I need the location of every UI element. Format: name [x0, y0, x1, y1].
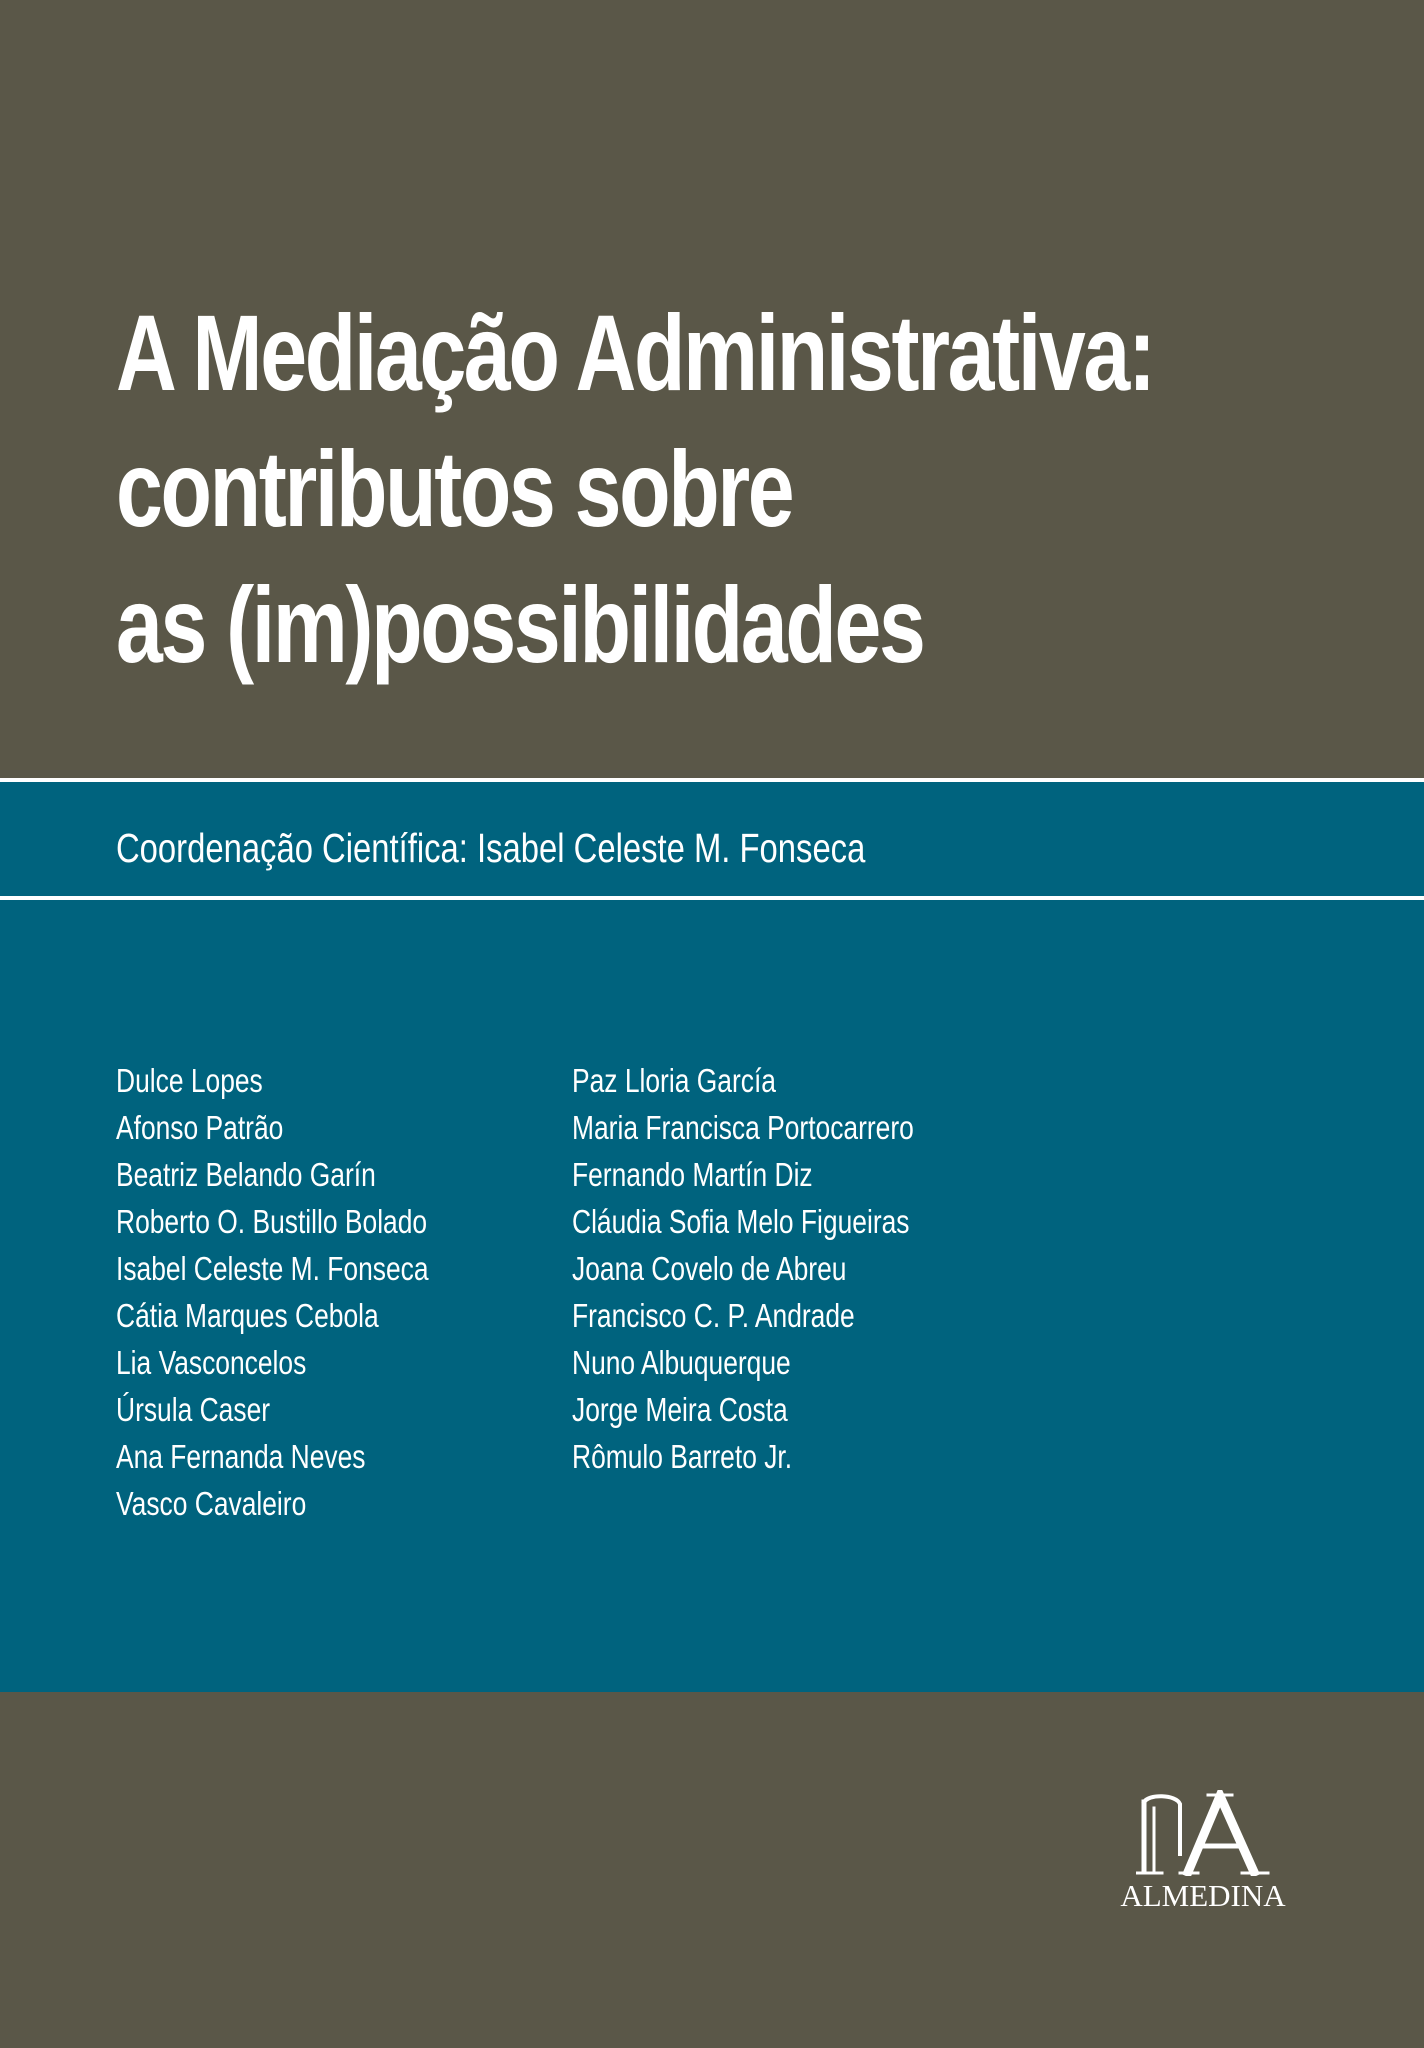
author-name: Isabel Celeste M. Fonseca	[116, 1250, 429, 1287]
author-name: Maria Francisca Portocarrero	[572, 1109, 914, 1146]
book-title	[116, 285, 1154, 693]
publisher-logo	[1098, 1790, 1308, 1918]
publisher-name: ALMEDINA	[1120, 1878, 1286, 1913]
author-name: Roberto O. Bustillo Bolado	[116, 1203, 428, 1240]
divider-top	[0, 778, 1424, 782]
author-name: Úrsula Caser	[116, 1391, 271, 1428]
authors-list-right	[572, 1057, 999, 1480]
author-name: Lia Vasconcelos	[116, 1344, 307, 1381]
scientific-coordination: Coordenação Científica: Isabel Celeste M. Fonseca	[116, 825, 866, 871]
almedina-na-monogram-icon	[1136, 1790, 1270, 1876]
author-name: Francisco C. P. Andrade	[572, 1297, 855, 1334]
authors-list-left	[116, 1057, 507, 1527]
author-name: Nuno Albuquerque	[572, 1344, 791, 1381]
author-name: Ana Fernanda Neves	[116, 1438, 366, 1475]
author-name: Vasco Cavaleiro	[116, 1485, 307, 1522]
author-name: Cátia Marques Cebola	[116, 1297, 379, 1334]
divider-bottom	[0, 896, 1424, 900]
title-line-2: contributos sobre	[116, 428, 793, 549]
author-name: Jorge Meira Costa	[572, 1391, 788, 1428]
author-name: Joana Covelo de Abreu	[572, 1250, 847, 1287]
author-name: Fernando Martín Diz	[572, 1156, 813, 1193]
author-name: Paz Lloria García	[572, 1062, 776, 1099]
title-line-1: A Mediação Administrativa:	[116, 292, 1154, 413]
author-name: Beatriz Belando Garín	[116, 1156, 376, 1193]
author-name: Cláudia Sofia Melo Figueiras	[572, 1203, 910, 1240]
author-name: Rômulo Barreto Jr.	[572, 1438, 793, 1475]
author-name: Dulce Lopes	[116, 1062, 263, 1099]
author-name: Afonso Patrão	[116, 1109, 284, 1146]
title-line-3: as (im)possibilidades	[116, 564, 924, 685]
